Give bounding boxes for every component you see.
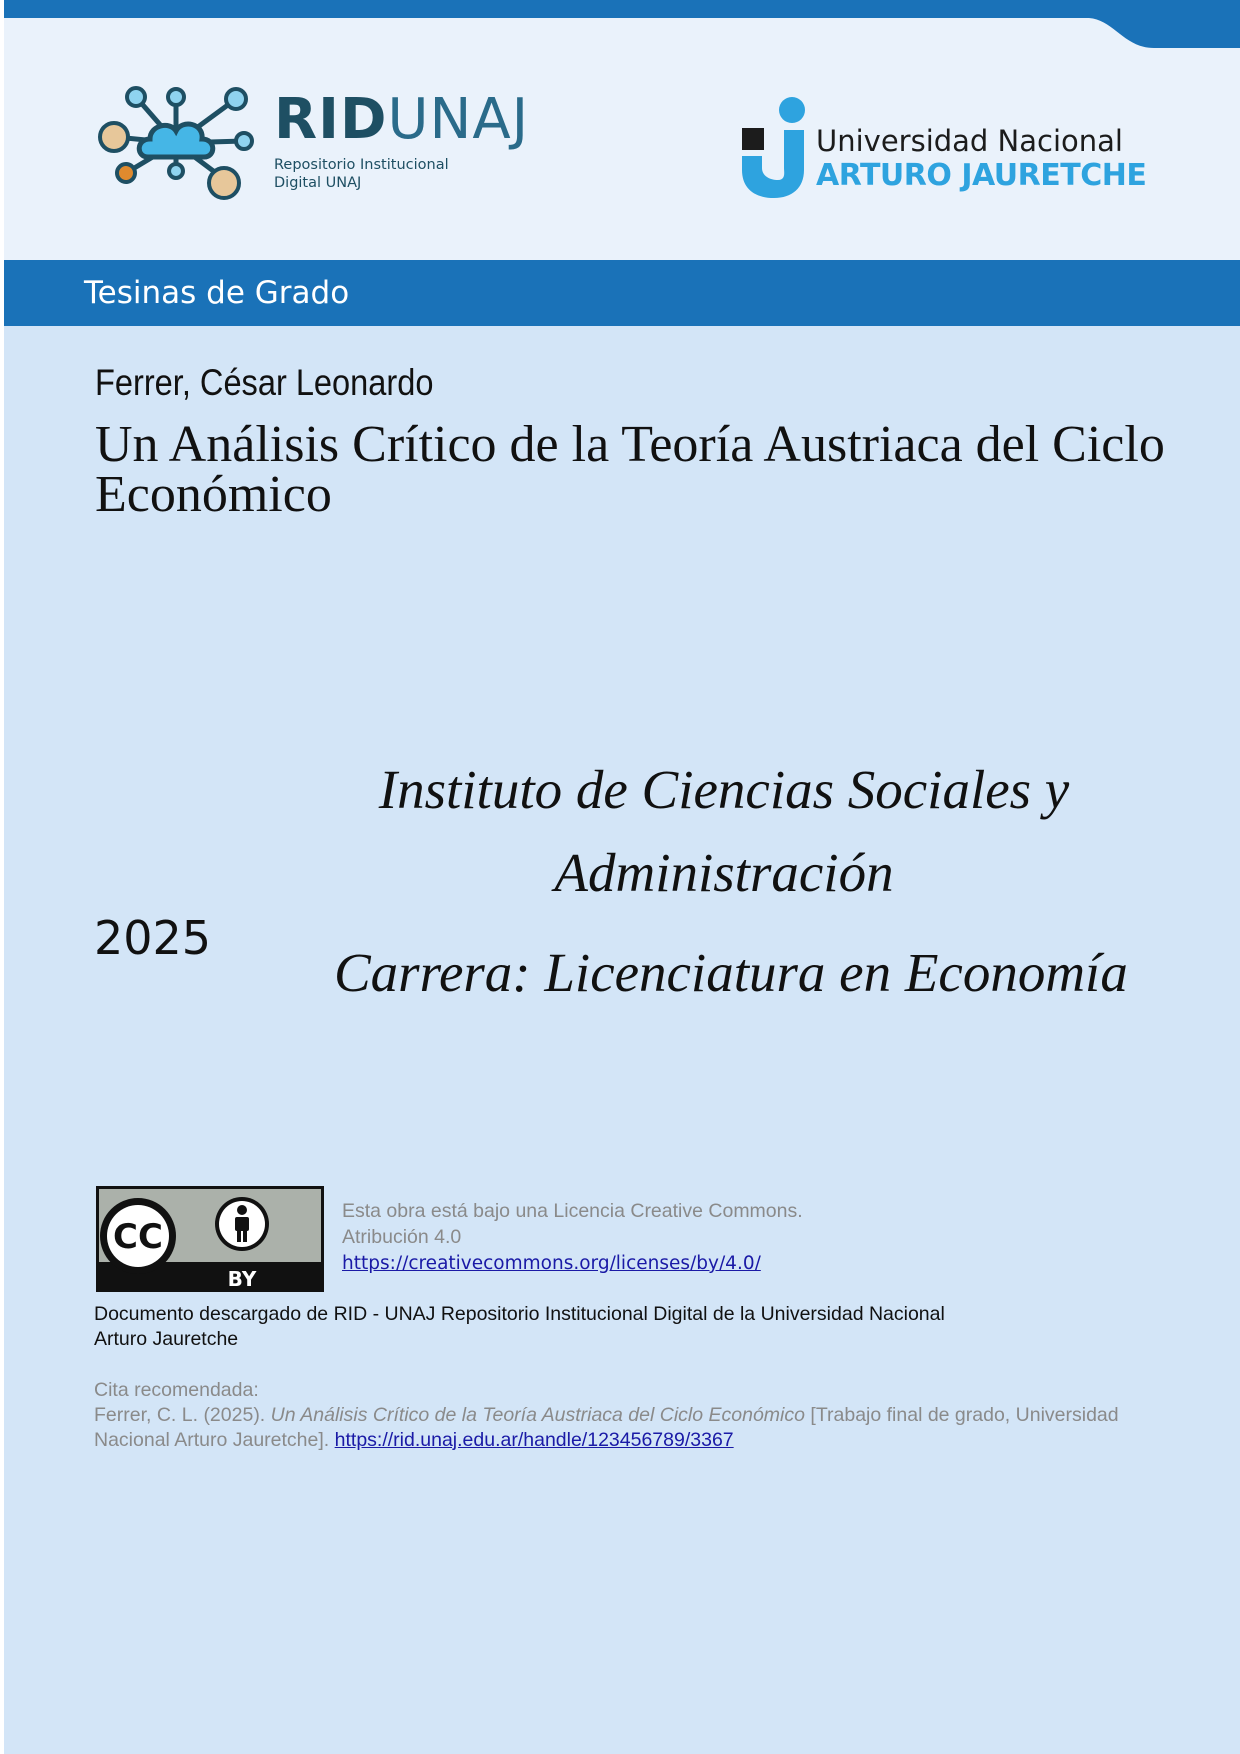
unaj-j-logo-icon [740,96,806,203]
rid-logo-subtitle-1: Repositorio Institucional [274,157,449,173]
top-stripe [4,0,1240,18]
header [4,0,1240,260]
unaj-logo-line-2: ARTURO JAURETCHE [816,158,1147,193]
institute-line-1: Instituto de Ciencias Sociales y [378,759,1070,820]
network-cloud-logo-icon [96,85,256,208]
publication-year: 2025 [94,911,212,965]
citation-text [94,1403,1154,1453]
citation-label: Cita recomendada: [94,1379,259,1401]
svg-text:CC: CC [113,1217,163,1257]
collection-banner: Tesinas de Grado [4,260,1240,326]
unaj-logo-line-1: Universidad Nacional [816,124,1123,158]
download-notice: Documento descargado de RID - UNAJ Repositorio Institucional Digital de la Universidad Nacional Arturo Jauretche [94,1303,945,1350]
rid-logo-title-bold: RID [274,87,388,152]
cc-by-license-badge[interactable] [96,1186,324,1292]
cover-page [4,0,1240,1754]
unaj-logo-text [816,124,1146,194]
creative-commons-icon [100,1198,176,1274]
license-line-2: Atribución 4.0 [342,1226,462,1248]
rid-logo-title-light: UNAJ [387,87,530,152]
institute-name [334,748,1114,914]
rid-logo-subtitle-2: Digital UNAJ [274,175,362,191]
citation-link[interactable]: https://rid.unaj.edu.ar/handle/123456789/3367 [334,1429,734,1451]
document-title: Un Análisis Crítico de la Teoría Austriaca del Ciclo Económico [95,416,1165,523]
cc-badge-by-label: BY [227,1267,257,1291]
recommended-citation [94,1378,1154,1453]
career-name: Carrera: Licenciatura en Economía [334,942,1128,1003]
institute-line-2: Administración [554,842,894,903]
citation-prefix: Ferrer, C. L. (2025). [94,1404,271,1426]
author-name: Ferrer, César Leonardo [95,362,434,403]
rid-logo-text [274,87,530,192]
license-link[interactable]: https://creativecommons.org/licenses/by/4.0/ [342,1253,761,1274]
license-statement [342,1198,803,1277]
attribution-person-icon [215,1197,269,1251]
citation-suffix: [Trabajo final de grado, Universidad Nacional Arturo Jauretche]. [94,1404,1119,1451]
license-line-1: Esta obra está bajo una Licencia Creative Commons. [342,1200,803,1222]
citation-title: Un Análisis Crítico de la Teoría Austriaca del Ciclo Económico [270,1404,805,1426]
